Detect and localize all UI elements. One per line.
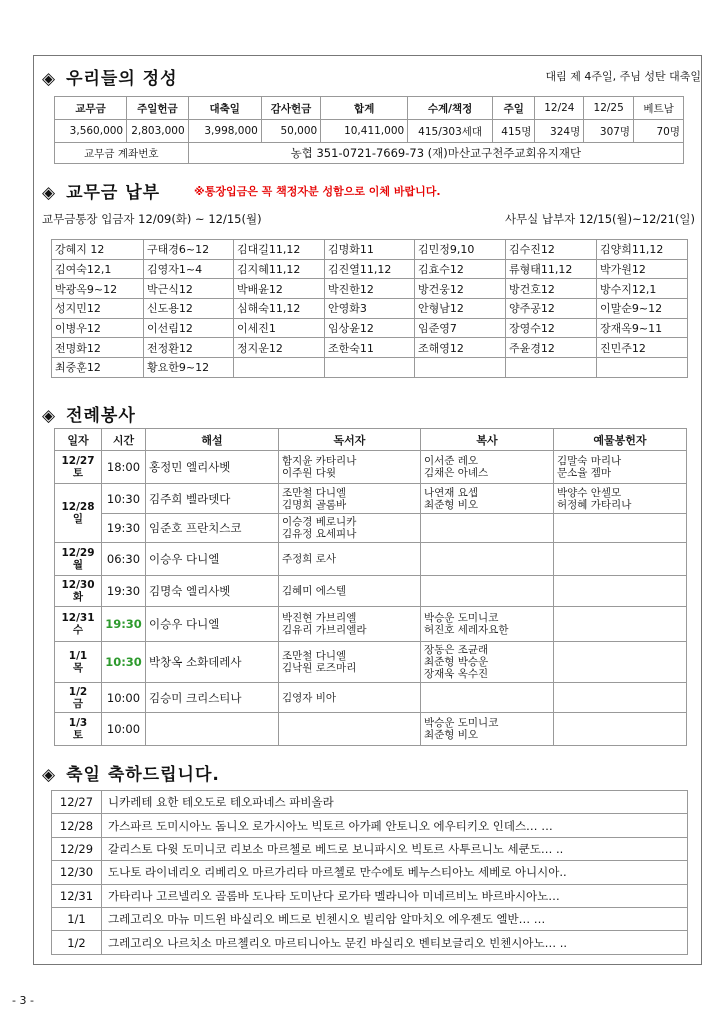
liturgy-time: 06:30 <box>102 543 146 576</box>
dues-cell: 김지혜11,12 <box>234 259 325 279</box>
dues-cell: 김양희11,12 <box>597 240 688 260</box>
dues-row <box>52 318 688 338</box>
liturgy-date: 12/28 일 <box>55 484 102 543</box>
liturgy-header-cell: 시간 <box>102 429 146 451</box>
liturgy-time: 10:30 <box>102 484 146 514</box>
liturgy-offerers: 김말숙 마리나 문소율 젬마 <box>554 451 687 484</box>
liturgy-servers <box>421 514 554 543</box>
feast-section-title: ◈ 축일 축하드립니다. <box>42 765 220 785</box>
dues-row <box>52 338 688 358</box>
page-number: - 3 - <box>12 994 34 1007</box>
dues-cell: 이세진1 <box>234 318 325 338</box>
dues-cell: 류형태11,12 <box>506 259 597 279</box>
liturgy-offerers <box>554 642 687 683</box>
dues-cell: 박진한12 <box>325 279 415 299</box>
dues-cell <box>506 358 597 378</box>
feast-names: 도나토 라이네리오 리베리오 마르가리타 마르첼로 만수에토 베누스티아노 세베로 아니시아.. <box>102 861 688 884</box>
dues-cell: 이병우12 <box>52 318 144 338</box>
feast-names: 가스파르 도미시아노 돔니오 로가시아노 빅토르 아가페 안토니오 에우티키오 인데스… … <box>102 814 688 837</box>
offering-header-cell: 베트남 <box>634 97 684 120</box>
dues-cell: 이선림12 <box>144 318 234 338</box>
dues-cell: 안형남12 <box>415 299 506 319</box>
account-value: 농협 351-0721-7669-73 (재)마산교구천주교회유지재단 <box>188 143 683 164</box>
feast-names: 가타리나 고르넬리오 골롬바 도나타 도미난다 로가타 멜라니아 미네르비노 바르바시아노… <box>102 884 688 907</box>
dues-cell: 김대길11,12 <box>234 240 325 260</box>
liturgy-readers: 김혜미 에스텔 <box>279 576 421 607</box>
dues-row <box>52 259 688 279</box>
liturgy-time: 19:30 <box>102 576 146 607</box>
offering-value-cell: 70명 <box>634 120 684 143</box>
liturgy-commentator: 임준호 프란치스코 <box>146 514 279 543</box>
dues-cell: 김영자1~4 <box>144 259 234 279</box>
dues-cell: 방수지12,1 <box>597 279 688 299</box>
offering-value-cell: 324명 <box>535 120 584 143</box>
liturgy-readers: 김영자 비아 <box>279 683 421 713</box>
liturgy-offerers <box>554 543 687 576</box>
dues-cell: 구태경6~12 <box>144 240 234 260</box>
offering-value-cell: 3,560,000 <box>55 120 127 143</box>
diamond-bullet-icon: ◈ <box>42 183 57 203</box>
liturgy-row <box>55 683 687 713</box>
dues-cell: 임준영7 <box>415 318 506 338</box>
dues-cell: 박배윤12 <box>234 279 325 299</box>
dues-row <box>52 358 688 378</box>
liturgy-commentator: 김주희 벨라뎃다 <box>146 484 279 514</box>
dues-table <box>51 239 688 378</box>
feast-date: 1/2 <box>52 931 102 954</box>
feast-row <box>52 861 688 884</box>
liturgy-time: 10:00 <box>102 713 146 746</box>
liturgy-readers <box>279 713 421 746</box>
liturgy-time: 19:30 <box>102 607 146 642</box>
dues-cell: 김수진12 <box>506 240 597 260</box>
dues-cell: 강혜지 12 <box>52 240 144 260</box>
liturgy-time: 19:30 <box>102 514 146 543</box>
feast-row <box>52 814 688 837</box>
dues-cell: 황요한9~12 <box>144 358 234 378</box>
offering-subtitle: 대림 제 4주일, 주님 성탄 대축일 <box>545 70 701 83</box>
offering-table <box>54 96 684 164</box>
dues-cell <box>415 358 506 378</box>
feast-row <box>52 791 688 814</box>
offering-header-cell: 주일헌금 <box>127 97 189 120</box>
offering-header-cell: 대축일 <box>188 97 261 120</box>
feast-date: 12/30 <box>52 861 102 884</box>
feast-date: 12/29 <box>52 837 102 860</box>
liturgy-readers: 주정희 로사 <box>279 543 421 576</box>
diamond-bullet-icon: ◈ <box>42 69 57 89</box>
liturgy-header-cell: 복사 <box>421 429 554 451</box>
feast-date: 12/28 <box>52 814 102 837</box>
feast-date: 1/1 <box>52 907 102 930</box>
offering-value-cell: 3,998,000 <box>188 120 261 143</box>
offering-header-cell: 주일 <box>493 97 535 120</box>
dues-row <box>52 299 688 319</box>
liturgy-servers: 박승운 도미니코 최준형 비오 <box>421 713 554 746</box>
liturgy-commentator: 홍정민 엘리사벳 <box>146 451 279 484</box>
liturgy-servers <box>421 683 554 713</box>
liturgy-row <box>55 543 687 576</box>
liturgy-row <box>55 713 687 746</box>
feast-names: 갈리스토 다윗 도미니코 리보소 마르첼로 베드로 보니파시오 빅토르 사투르니노 세쿤도… .. <box>102 837 688 860</box>
feast-names: 그레고리오 마뉴 미드윈 바실리오 베드로 빈첸시오 빌리암 알마치오 에우젠도 엘반… … <box>102 907 688 930</box>
dues-cell: 방건웅12 <box>415 279 506 299</box>
offering-value-cell: 307명 <box>584 120 634 143</box>
offering-value-cell: 415명 <box>493 120 535 143</box>
liturgy-date: 1/3 토 <box>55 713 102 746</box>
dues-cell: 김민정9,10 <box>415 240 506 260</box>
liturgy-readers: 이승경 베로니카 김유정 요세피나 <box>279 514 421 543</box>
liturgy-offerers: 박양수 안셀모 허정혜 가타리나 <box>554 484 687 514</box>
liturgy-row <box>55 642 687 683</box>
dues-cell: 이말순9~12 <box>597 299 688 319</box>
liturgy-readers: 조만철 다니엘 김낙원 로즈마리 <box>279 642 421 683</box>
liturgy-offerers <box>554 607 687 642</box>
liturgy-commentator: 박창옥 소화데레사 <box>146 642 279 683</box>
liturgy-header-cell: 일자 <box>55 429 102 451</box>
liturgy-commentator: 이승우 다니엘 <box>146 543 279 576</box>
dues-cell: 성지민12 <box>52 299 144 319</box>
feast-names: 니카레테 요한 테오도로 테오파네스 파비올라 <box>102 791 688 814</box>
offering-value-cell: 415/303세대 <box>408 120 493 143</box>
dues-cell: 신도용12 <box>144 299 234 319</box>
liturgy-row <box>55 607 687 642</box>
liturgy-commentator: 김승미 크리스티나 <box>146 683 279 713</box>
dues-cell: 전명화12 <box>52 338 144 358</box>
feast-names: 그레고리오 나르치소 마르첼리오 마르티니아노 문킨 바실리오 벤티보글리오 빈첸시아노… .. <box>102 931 688 954</box>
offering-header-cell: 합계 <box>321 97 408 120</box>
liturgy-commentator <box>146 713 279 746</box>
feast-row <box>52 907 688 930</box>
liturgy-header-cell: 해설 <box>146 429 279 451</box>
offering-header-cell: 수계/책정 <box>408 97 493 120</box>
liturgy-servers: 장동은 조균래 최준형 박승운 장재욱 옥수진 <box>421 642 554 683</box>
dues-cell: 김진열11,12 <box>325 259 415 279</box>
offering-value-cell: 50,000 <box>261 120 320 143</box>
dues-cell: 진민주12 <box>597 338 688 358</box>
liturgy-time: 10:00 <box>102 683 146 713</box>
feast-row <box>52 884 688 907</box>
dues-notice: ※통장입금은 꼭 책정자분 성함으로 이체 바랍니다. <box>194 185 441 198</box>
liturgy-time: 10:30 <box>102 642 146 683</box>
offering-value-cell: 10,411,000 <box>321 120 408 143</box>
feast-row <box>52 837 688 860</box>
dues-cell: 조한숙11 <box>325 338 415 358</box>
liturgy-offerers <box>554 514 687 543</box>
liturgy-offerers <box>554 576 687 607</box>
dues-cell: 박가원12 <box>597 259 688 279</box>
dues-row <box>52 279 688 299</box>
dues-cell: 박광옥9~12 <box>52 279 144 299</box>
offering-header-cell: 12/24 <box>535 97 584 120</box>
feast-row <box>52 931 688 954</box>
liturgy-offerers <box>554 713 687 746</box>
liturgy-readers: 박진현 가브리엘 김유리 가브리엘라 <box>279 607 421 642</box>
offering-section-title: ◈ 우리들의 정성 <box>42 69 178 89</box>
dues-cell: 양주공12 <box>506 299 597 319</box>
dues-cell <box>597 358 688 378</box>
feast-date: 12/31 <box>52 884 102 907</box>
liturgy-servers: 박승운 도미니코 허진호 세레자요한 <box>421 607 554 642</box>
liturgy-header-cell: 예물봉헌자 <box>554 429 687 451</box>
liturgy-date: 1/2 금 <box>55 683 102 713</box>
dues-cell <box>234 358 325 378</box>
liturgy-readers: 조만철 다니엘 김명희 골롬바 <box>279 484 421 514</box>
dues-cell: 박근식12 <box>144 279 234 299</box>
dues-cell: 장영수12 <box>506 318 597 338</box>
liturgy-row <box>55 576 687 607</box>
liturgy-time: 18:00 <box>102 451 146 484</box>
liturgy-date: 12/30 화 <box>55 576 102 607</box>
dues-cell: 조해영12 <box>415 338 506 358</box>
offering-header-cell: 12/25 <box>584 97 634 120</box>
offering-header-cell: 감사헌금 <box>261 97 320 120</box>
liturgy-date: 12/31 수 <box>55 607 102 642</box>
dues-row <box>52 240 688 260</box>
feast-table <box>51 790 688 955</box>
dues-cell: 안영화3 <box>325 299 415 319</box>
offering-value-cell: 2,803,000 <box>127 120 189 143</box>
dues-cell: 김효수12 <box>415 259 506 279</box>
dues-cell: 김여숙12,1 <box>52 259 144 279</box>
liturgy-section-title: ◈ 전례봉사 <box>42 406 136 426</box>
dues-cell: 방건호12 <box>506 279 597 299</box>
diamond-bullet-icon: ◈ <box>42 406 57 426</box>
dues-bank-note: 교무금통장 입금자 12/09(화) ~ 12/15(월) <box>42 212 262 226</box>
dues-cell: 심해숙11,12 <box>234 299 325 319</box>
account-label: 교무금 계좌번호 <box>55 143 189 164</box>
liturgy-servers <box>421 543 554 576</box>
dues-cell: 전정환12 <box>144 338 234 358</box>
dues-cell: 김명화11 <box>325 240 415 260</box>
dues-section-title: ◈ 교무금 납부 <box>42 183 161 203</box>
liturgy-header-row <box>55 429 687 451</box>
liturgy-offerers <box>554 683 687 713</box>
liturgy-readers: 함지윤 카타리나 이주원 다윗 <box>279 451 421 484</box>
liturgy-servers <box>421 576 554 607</box>
dues-cell <box>325 358 415 378</box>
diamond-bullet-icon: ◈ <box>42 765 57 785</box>
dues-cell: 장재옥9~11 <box>597 318 688 338</box>
liturgy-commentator: 김명숙 엘리사벳 <box>146 576 279 607</box>
dues-office-note: 사무실 납부자 12/15(월)~12/21(일) <box>504 212 695 226</box>
liturgy-header-cell: 독서자 <box>279 429 421 451</box>
liturgy-date: 1/1 목 <box>55 642 102 683</box>
liturgy-commentator: 이승우 다니엘 <box>146 607 279 642</box>
liturgy-date: 12/29 월 <box>55 543 102 576</box>
dues-cell: 정지운12 <box>234 338 325 358</box>
dues-cell: 최중훈12 <box>52 358 144 378</box>
liturgy-date: 12/27 토 <box>55 451 102 484</box>
liturgy-row <box>55 451 687 484</box>
liturgy-row <box>55 514 687 543</box>
liturgy-servers: 나연재 요셉 최준형 비오 <box>421 484 554 514</box>
liturgy-table <box>54 428 687 746</box>
dues-cell: 주윤경12 <box>506 338 597 358</box>
liturgy-row <box>55 484 687 514</box>
liturgy-servers: 이서준 레오 김채은 아녜스 <box>421 451 554 484</box>
feast-date: 12/27 <box>52 791 102 814</box>
dues-cell: 임상윤12 <box>325 318 415 338</box>
offering-header-cell: 교무금 <box>55 97 127 120</box>
